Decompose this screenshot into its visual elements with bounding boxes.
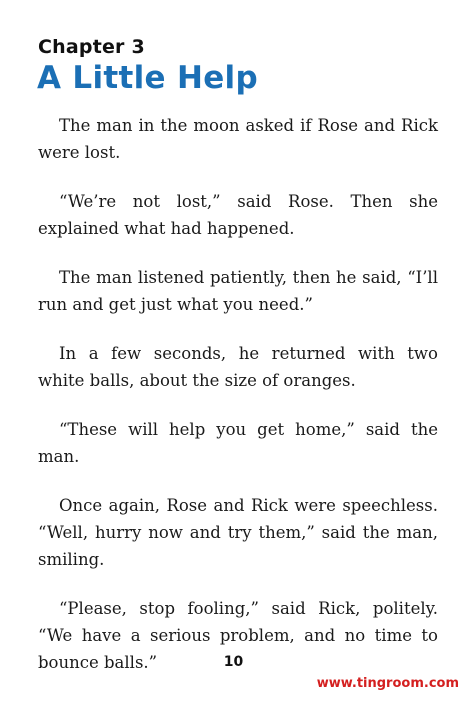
chapter-title: A Little Help bbox=[37, 60, 258, 96]
paragraph bbox=[38, 492, 438, 573]
paragraph-text: In a few seconds, he returned with two white balls, about the size of oranges. bbox=[38, 344, 438, 390]
watermark-link[interactable]: www.tingroom.com bbox=[316, 676, 459, 691]
paragraph-text: The man listened patiently, then he said, “I’ll run and get just what you need.” bbox=[38, 268, 438, 314]
paragraph bbox=[38, 264, 438, 318]
paragraph-text: The man in the moon asked if Rose and Rick were lost. bbox=[38, 116, 438, 162]
paragraph-text: “Please, stop fooling,” said Rick, politely. “We have a serious problem, and no time to bounce balls.” bbox=[38, 599, 438, 672]
chapter-number: Chapter 3 bbox=[38, 36, 145, 58]
paragraph-text: Once again, Rose and Rick were speechless. “Well, hurry now and try them,” said the man, smiling. bbox=[38, 496, 438, 569]
paragraph bbox=[38, 112, 438, 166]
paragraph bbox=[38, 188, 438, 242]
paragraph bbox=[38, 416, 438, 470]
paragraph bbox=[38, 340, 438, 394]
body-text bbox=[38, 112, 438, 698]
paragraph-text: “We’re not lost,” said Rose. Then she explained what had happened. bbox=[38, 192, 438, 238]
page-number: 10 bbox=[223, 654, 244, 670]
paragraph-text: “These will help you get home,” said the man. bbox=[38, 420, 438, 466]
